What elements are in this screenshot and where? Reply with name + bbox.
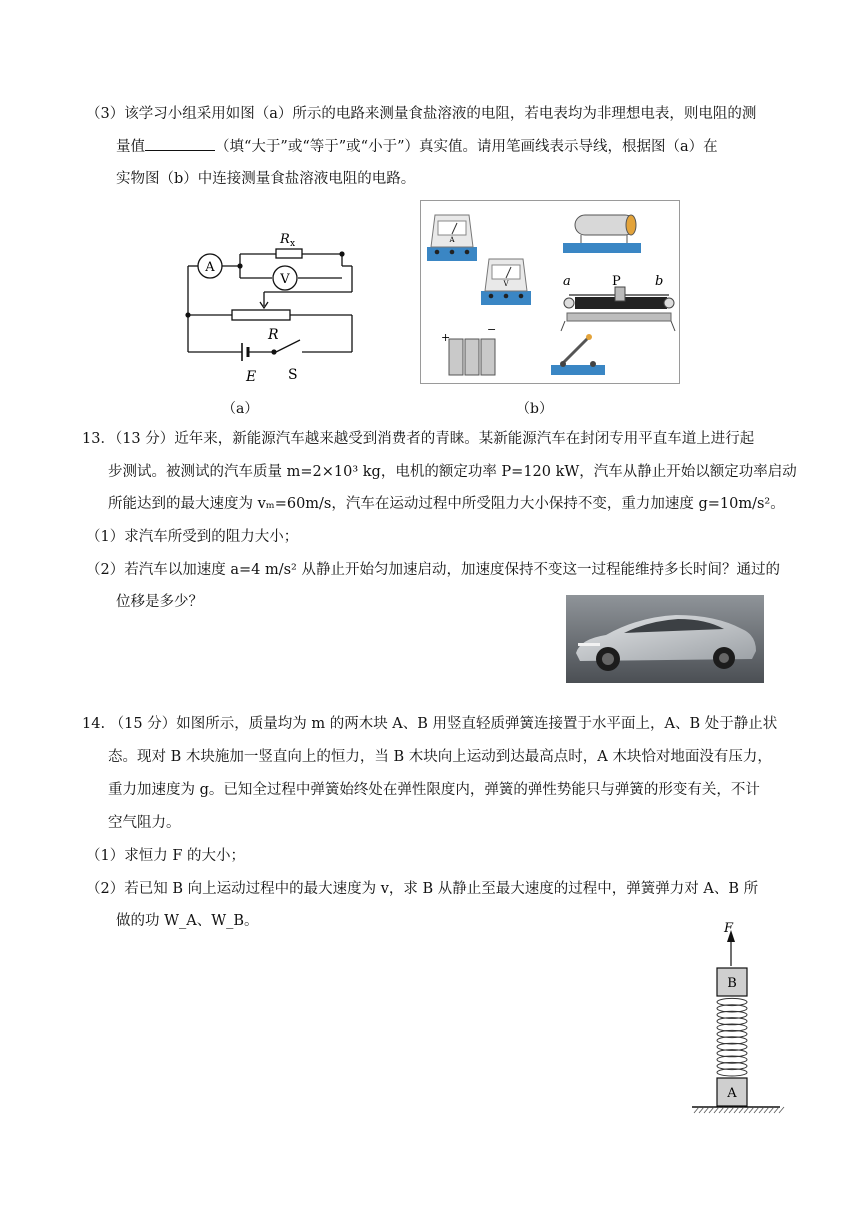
rheostat-b-label: b [655,274,664,289]
ammeter-device [427,215,477,261]
ground-hatch [724,1107,729,1113]
ground-hatch [739,1107,744,1113]
ground-hatch [699,1107,704,1113]
q13-line-2: 步测试。被测试的汽车质量 m=2×10³ kg，电机的额定功率 P=120 kW，汽车从静止开始以额定功率启动 [108,464,797,480]
salt-solution-tube [563,215,641,253]
rheostat-p-label: P [612,274,621,289]
battery-minus: − [487,323,497,336]
ground-hatch [734,1107,739,1113]
ground-hatch [769,1107,774,1113]
ammeter-device-label: A [449,236,455,244]
s-label: S [288,367,298,383]
rheostat-a-label: a [563,274,571,289]
ground-hatch [719,1107,724,1113]
q13-part-2b: 位移是多少？ [116,594,203,610]
ground-hatch [764,1107,769,1113]
q13-part-1: （1）求汽车所受到的阻力大小； [86,529,299,545]
ground-hatch [694,1107,699,1113]
circuit-diagram [176,222,366,390]
q14-line-4: 空气阻力。 [108,815,181,831]
answer-blank[interactable] [145,136,215,151]
q14-line-3: 重力加速度为 g。已知全过程中弹簧始终处在弹性限度内，弹簧的弹性势能只与弹簧的形变有关，不计 [108,782,760,798]
voltmeter-device-label: V [503,280,509,288]
q14-line-2: 态。现对 B 木块施加一竖直向上的恒力，当 B 木块向上运动到达最高点时，A 木块恰对地面没有压力， [108,749,772,765]
q3-line-2 [116,136,718,157]
block-a-label: A [727,1086,737,1101]
q13-line-3: 所能达到的最大速度为 vₘ=60m/s，汽车在运动过程中所受阻力大小保持不变，重力加速度 g=10m/s²。 [108,496,785,512]
switch-device [551,334,605,375]
q3-line-1: （3）该学习小组采用如图（a）所示的电路来测量食盐溶液的电阻，若电表均为非理想电表，则电阻的测 [86,106,757,122]
e-label: E [246,369,257,385]
ammeter-symbol: A [205,260,215,275]
ground-hatch [714,1107,719,1113]
battery-plus: + [441,331,451,344]
q3-line-2a: 量值 [116,139,145,155]
q13-line-1: 13．（13 分）近年来，新能源汽车越来越受到消费者的青睐。某新能源汽车在封闭专用平直车道上进行起 [82,431,755,447]
q3-line-3: 实物图（b）中连接测量食盐溶液电阻的电路。 [116,171,416,187]
rx-subscript: x [290,239,296,249]
ground-hatch [759,1107,764,1113]
block-b-label: B [727,976,737,991]
ground-hatch [704,1107,709,1113]
voltmeter-symbol: V [280,272,290,287]
ground-hatch [774,1107,779,1113]
q14-line-1: 14. （15 分）如图所示，质量均为 m 的两木块 A、B 用竖直轻质弹簧连接置于水平面上，A、B 处于静止状 [82,716,778,732]
battery-device [441,323,496,375]
r-label: R [268,327,279,343]
force-label: F [724,921,734,936]
figure-b-caption: （b） [516,401,553,417]
q14-part-2b: 做的功 W_A、W_B。 [116,913,259,929]
rx-label: R [280,232,290,247]
q3-line-2b: （填“大于”或“等于”或“小于”）真实值。请用笔画线表示导线，根据图（a）在 [215,139,718,155]
q13-part-2a: （2）若汽车以加速度 a=4 m/s² 从静止开始匀加速启动，加速度保持不变这一过程能维持多长时间？通过的 [86,562,780,578]
ground-hatch [709,1107,714,1113]
ground-hatch [729,1107,734,1113]
q14-part-2a: （2）若已知 B 向上运动过程中的最大速度为 v，求 B 从静止至最大速度的过程中，弹簧弹力对 A、B 所 [86,881,759,897]
ground-hatch [754,1107,759,1113]
ground-hatch [779,1107,784,1113]
ground-hatch [749,1107,754,1113]
apparatus-figure [420,200,680,384]
ground-hatch [744,1107,749,1113]
figure-a-caption: （a） [222,401,259,417]
spring-block-figure [688,918,788,1118]
q14-part-1: （1）求恒力 F 的大小； [86,848,246,864]
car-image [566,595,764,683]
voltmeter-device [481,259,531,305]
rheostat-device [561,274,675,331]
